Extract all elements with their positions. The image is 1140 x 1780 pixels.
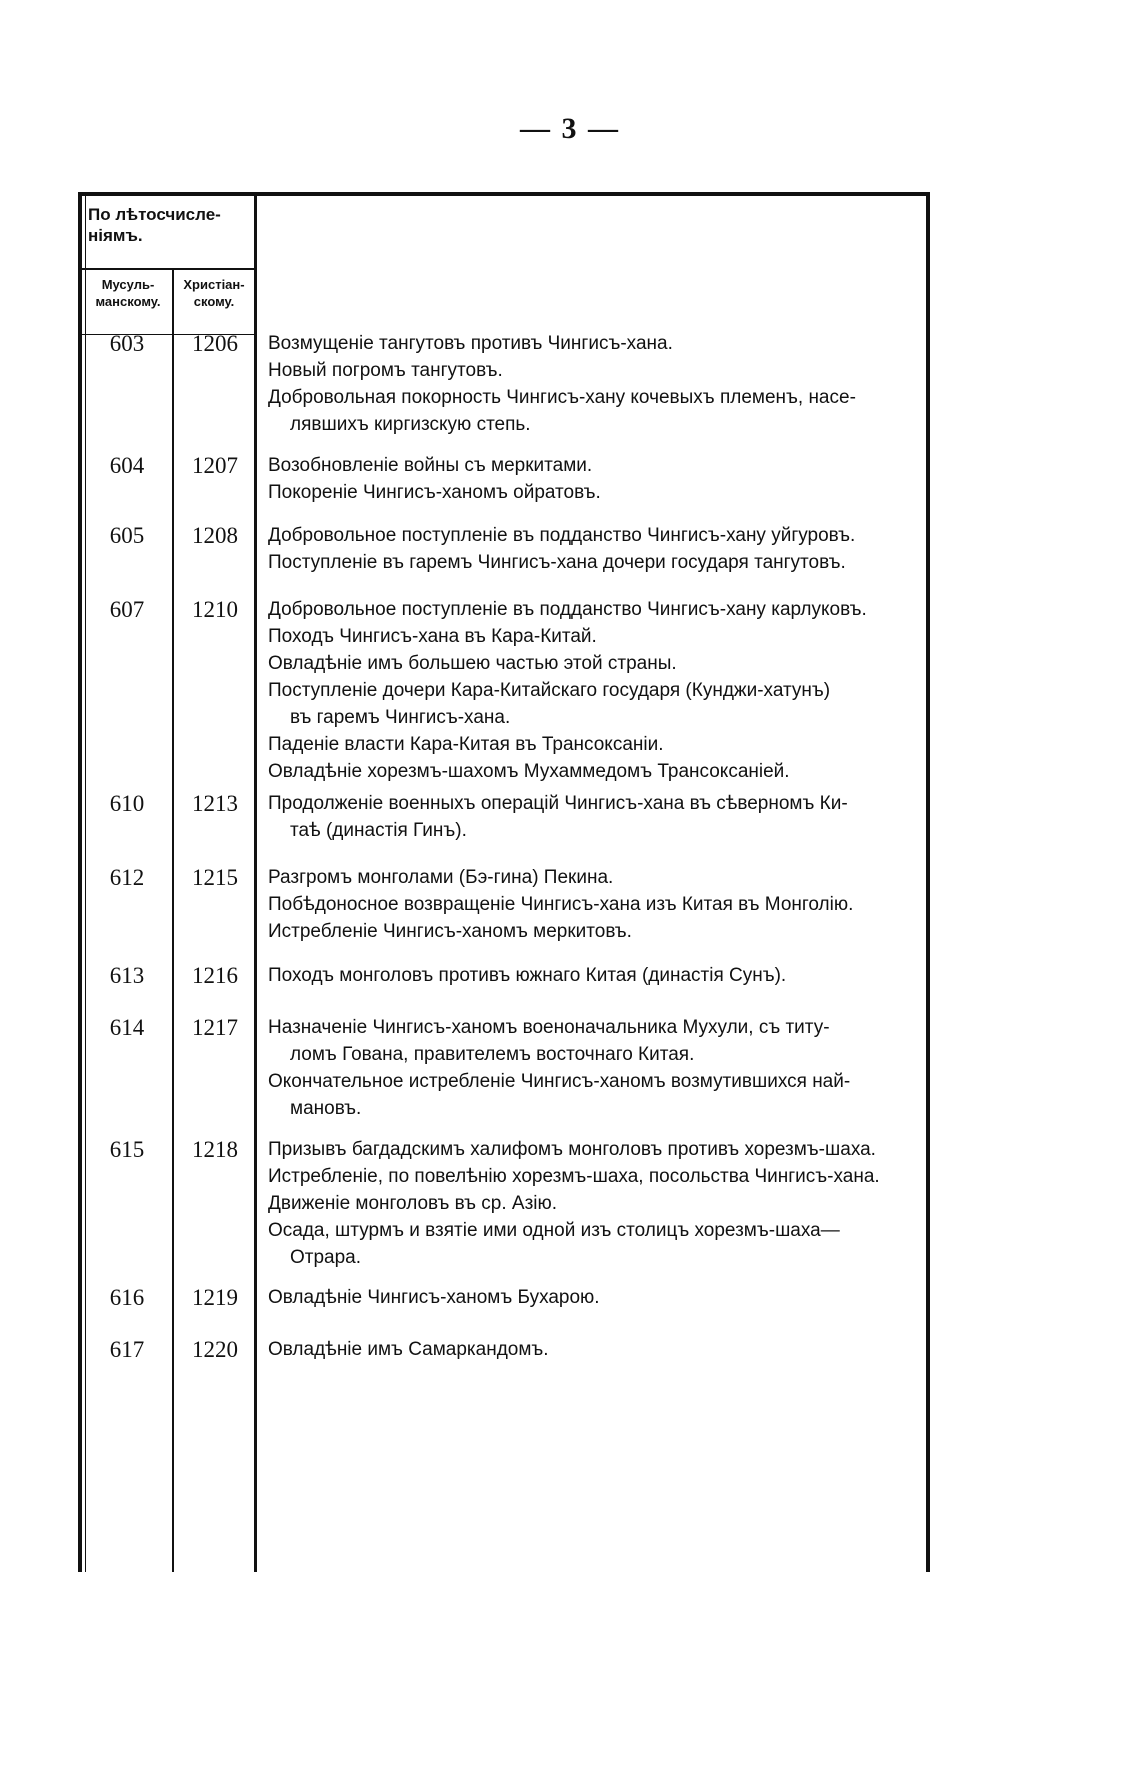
events xyxy=(268,1284,908,1311)
christian-year: 1219 xyxy=(192,1285,238,1310)
christian-year: 1217 xyxy=(192,1015,238,1040)
event-line: Окончательное истребленіе Чингисъ-ханомъ возмутившихся най- xyxy=(268,1071,851,1092)
muslim-year: 617 xyxy=(109,1337,145,1362)
event-line: Походъ монголовъ противъ южнаго Китая (династія Сунъ). xyxy=(268,965,787,986)
muslim-year: 615 xyxy=(109,1137,145,1162)
event-line: Новый погромъ тангутовъ. xyxy=(268,360,503,381)
event-line: мановъ. xyxy=(290,1098,362,1119)
header-muslim: Мусуль- манскому. xyxy=(95,277,161,309)
event-line: въ гаремъ Чингисъ-хана. xyxy=(290,707,511,728)
event-line: Паденіе власти Кара-Китая въ Трансоксаніи. xyxy=(268,734,664,755)
events xyxy=(268,1014,908,1122)
events xyxy=(268,1136,908,1271)
event-line: Добровольное поступленіе въ подданство Чингисъ-хану карлуковъ. xyxy=(268,599,867,620)
christian-year: 1220 xyxy=(192,1337,238,1362)
event-line: Овладѣніе имъ Самаркандомъ. xyxy=(268,1339,549,1360)
event-line: Добровольная покорность Чингисъ-хану кочевыхъ племенъ, насе- xyxy=(268,387,856,408)
event-line: лявшихъ киргизскую степь. xyxy=(290,414,531,435)
events xyxy=(268,596,908,785)
muslim-year: 613 xyxy=(109,963,145,988)
christian-year: 1213 xyxy=(192,791,238,816)
muslim-year: 603 xyxy=(109,331,145,356)
event-line: Продолженіе военныхъ операцій Чингисъ-хана въ сѣверномъ Ки- xyxy=(268,793,848,814)
event-line: Назначеніе Чингисъ-ханомъ военоначальника Мухули, съ титу- xyxy=(268,1017,830,1038)
event-line: Овладѣніе имъ большею частью этой страны. xyxy=(268,653,677,674)
event-line: Покореніе Чингисъ-ханомъ ойратовъ. xyxy=(268,482,601,503)
event-line: Истребленіе, по повелѣнію хорезмъ-шаха, посольства Чингисъ-хана. xyxy=(268,1166,880,1187)
muslim-year: 607 xyxy=(109,597,145,622)
event-line: Добровольное поступленіе въ подданство Чингисъ-хану уйгуровъ. xyxy=(268,525,856,546)
christian-year: 1206 xyxy=(192,331,238,356)
event-line: Разгромъ монголами (Бэ-гина) Пекина. xyxy=(268,867,614,888)
events xyxy=(268,864,908,945)
event-line: Поступленіе дочери Кара-Китайскаго государя (Кунджи-хатунъ) xyxy=(268,680,831,701)
event-line: Овладѣніе хорезмъ-шахомъ Мухаммедомъ Трансоксаніей. xyxy=(268,761,790,782)
header-christian: Христіан- скому. xyxy=(183,277,245,309)
event-line: Движеніе монголовъ въ ср. Азію. xyxy=(268,1193,558,1214)
header-divider xyxy=(82,268,254,270)
events xyxy=(268,522,908,576)
event-line: таѣ (династія Гинъ). xyxy=(290,820,467,841)
event-line: Возмущеніе тангутовъ противъ Чингисъ-хана. xyxy=(268,333,673,354)
event-line: Походъ Чингисъ-хана въ Кара-Китай. xyxy=(268,626,597,647)
events xyxy=(268,790,908,844)
christian-year: 1210 xyxy=(192,597,238,622)
events xyxy=(268,1336,908,1363)
event-line: Побѣдоносное возвращеніе Чингисъ-хана изъ Китая въ Монголію. xyxy=(268,894,854,915)
page-number: — 3 — xyxy=(520,112,620,145)
event-line: Овладѣніе Чингисъ-ханомъ Бухарою. xyxy=(268,1287,600,1308)
event-line: ломъ Гована, правителемъ восточнаго Китая. xyxy=(290,1044,695,1065)
muslim-year: 612 xyxy=(109,865,145,890)
christian-year: 1216 xyxy=(192,963,238,988)
column-divider xyxy=(172,268,174,1572)
event-line: Возобновленіе войны съ меркитами. xyxy=(268,455,593,476)
events xyxy=(268,330,908,438)
muslim-year: 610 xyxy=(109,791,145,816)
events xyxy=(268,452,908,506)
event-line: Поступленіе въ гаремъ Чингисъ-хана дочери государя тангутовъ. xyxy=(268,552,846,573)
chronology-table xyxy=(78,192,930,1572)
header-title: По лѣтосчисле- ніямъ. xyxy=(88,205,221,245)
christian-year: 1218 xyxy=(192,1137,238,1162)
muslim-year: 604 xyxy=(109,453,145,478)
christian-year: 1215 xyxy=(192,865,238,890)
event-line: Отрара. xyxy=(290,1247,362,1268)
event-line: Истребленіе Чингисъ-ханомъ меркитовъ. xyxy=(268,921,632,942)
muslim-year: 616 xyxy=(109,1285,145,1310)
christian-year: 1207 xyxy=(192,453,238,478)
christian-year: 1208 xyxy=(192,523,238,548)
event-line: Призывъ багдадскимъ халифомъ монголовъ противъ хорезмъ-шаха. xyxy=(268,1139,876,1160)
muslim-year: 605 xyxy=(109,523,145,548)
muslim-year: 614 xyxy=(109,1015,145,1040)
column-divider xyxy=(254,196,257,1572)
event-line: Осада, штурмъ и взятіе ими одной изъ столицъ хорезмъ-шаха— xyxy=(268,1220,840,1241)
events xyxy=(268,962,908,989)
